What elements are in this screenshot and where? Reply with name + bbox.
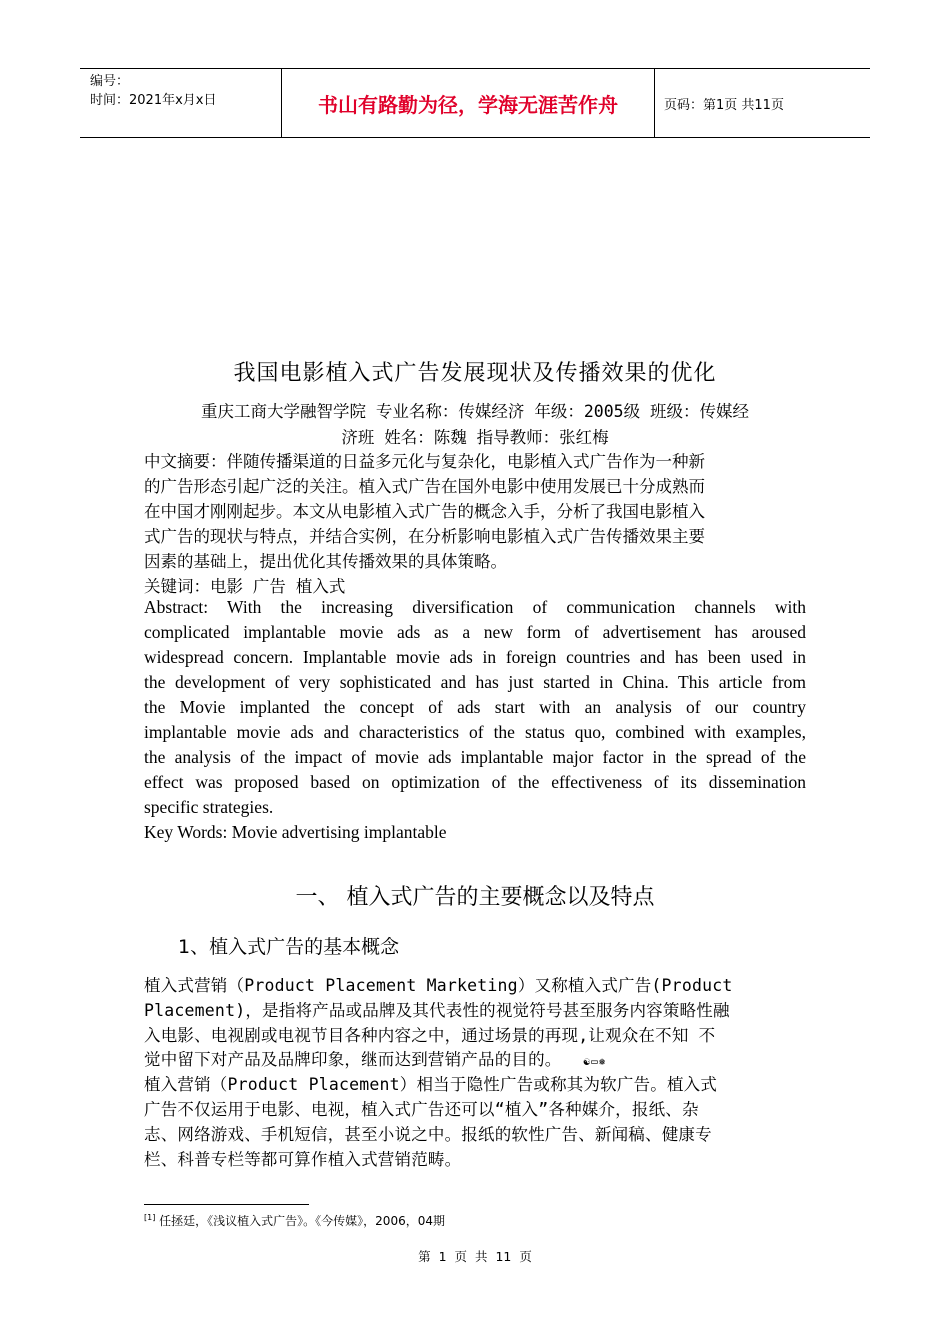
paragraph-line: Placement)，是指将产品或品牌及其代表性的视觉符号甚至服务内容策略性融 xyxy=(144,1001,730,1020)
paragraph-line: 植入式营销（Product Placement Marketing）又称植入式广告(Product xyxy=(144,976,733,995)
abstract-en-line: widespread concern. Implantable movie ads in foreign countries and has been used in xyxy=(144,647,806,667)
abstract-en-line: the analysis of the impact of movie ads implantable major factor in the spread of the xyxy=(144,747,806,767)
header-info-cell xyxy=(80,69,282,137)
abstract-en-line: implantable movie ads and characteristics of the status quo, combined with examples, xyxy=(144,722,806,742)
paragraph-line: 广告不仅运用于电影、电视，植入式广告还可以“植入”各种媒介，报纸、杂 xyxy=(144,1100,699,1119)
abstract-en-line: Abstract: With the increasing diversification of communication channels with xyxy=(144,597,806,617)
abstract-en-line: specific strategies. xyxy=(144,797,274,817)
header-motto: 书山有路勤为径，学海无涯苦作舟 xyxy=(282,69,655,137)
paragraph-line: 栏、科普专栏等都可算作植入式营销范畴。 xyxy=(144,1150,462,1169)
header-table xyxy=(80,68,870,138)
doc-time-label: 时间：2021年x月x日 xyxy=(90,93,217,108)
doc-number-label: 编号： xyxy=(90,74,130,89)
abstract-cn-line: 的广告形态引起广泛的关注。植入式广告在国外电影中使用发展已十分成熟而 xyxy=(144,477,705,496)
document-title: 我国电影植入式广告发展现状及传播效果的优化 xyxy=(233,361,717,386)
abstract-en-line: the development of very sophisticated and has just started in China. This article from xyxy=(144,672,806,692)
footnote-divider xyxy=(144,1204,309,1205)
abstract-en-line: the Movie implanted the concept of ads start with an analysis of our country xyxy=(144,697,806,717)
paragraph-line: 入电影、电视剧或电视节目各种内容之中，通过场景的再现,让观众在不知 不 xyxy=(144,1026,716,1045)
subsection-heading: 1、植入式广告的基本概念 xyxy=(178,936,400,958)
footnote-marker-icon: ☯▭❅ xyxy=(583,1055,607,1068)
author-line: 济班 姓名：陈魏 指导教师：张红梅 xyxy=(341,428,609,447)
abstract-cn-line: 因素的基础上，提出优化其传播效果的具体策略。 xyxy=(144,552,507,571)
keywords-en: Key Words: Movie advertising implantable xyxy=(144,822,447,842)
footnote xyxy=(144,1212,445,1229)
section-heading: 一、 植入式广告的主要概念以及特点 xyxy=(295,885,655,910)
paragraph-text: 觉中留下对产品及品牌印象，继而达到营销产品的目的。 xyxy=(144,1050,562,1069)
paragraph-line: 志、网络游戏、手机短信，甚至小说之中。报纸的软性广告、新闻稿、健康专 xyxy=(144,1125,712,1144)
footnote-ref: [1] xyxy=(144,1213,156,1222)
paragraph-line xyxy=(144,1046,806,1070)
author-line: 重庆工商大学融智学院 专业名称：传媒经济 年级：2005级 班级：传媒经 xyxy=(200,402,750,421)
abstract-cn-line: 中文摘要：伴随传播渠道的日益多元化与复杂化，电影植入式广告作为一种新 xyxy=(144,452,705,471)
abstract-en-line: complicated implantable movie ads as a new form of advertisement has aroused xyxy=(144,622,806,642)
abstract-cn-line: 式广告的现状与特点，并结合实例，在分析影响电影植入式广告传播效果主要 xyxy=(144,527,705,546)
page-footer: 第 1 页 共 11 页 xyxy=(418,1249,532,1264)
abstract-cn-line: 在中国才刚刚起步。本文从电影植入式广告的概念入手，分析了我国电影植入 xyxy=(144,502,705,521)
paragraph-line: 植入营销（Product Placement）相当于隐性广告或称其为软广告。植入式 xyxy=(144,1075,718,1094)
abstract-en-line: effect was proposed based on optimization of the effectiveness of its dissemination xyxy=(144,772,806,792)
header-page-label: 页码：第1页 共11页 xyxy=(664,97,784,113)
footnote-text: 任拯廷，《浅议植入式广告》。《今传媒》，2006，04期 xyxy=(159,1214,445,1228)
keywords-cn: 关键词：电影 广告 植入式 xyxy=(144,577,346,596)
